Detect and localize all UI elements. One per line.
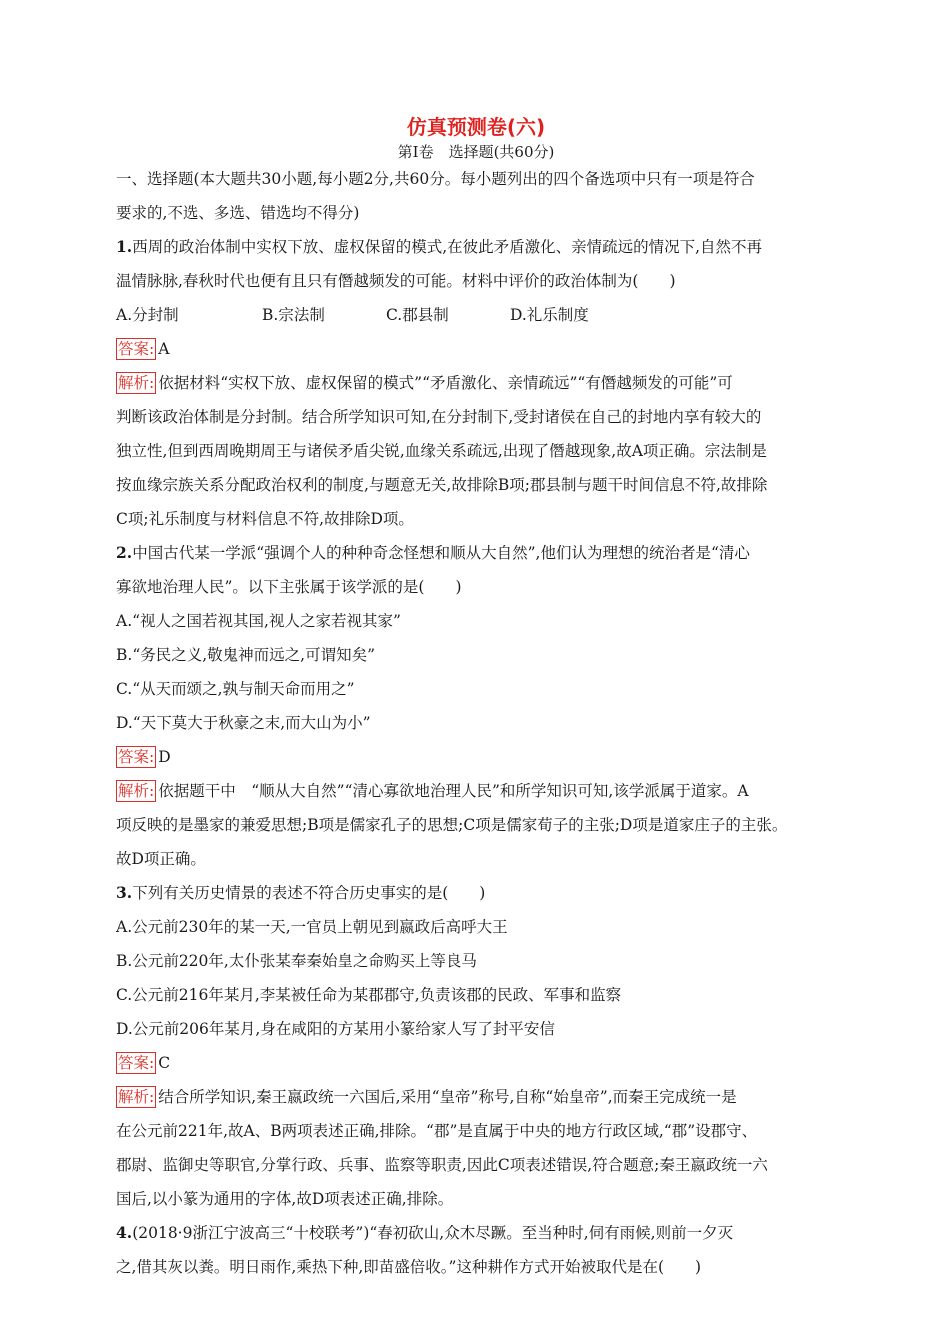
answer-label: 答案: (118, 340, 155, 358)
question-3-analysis-line-1: 解析: 结合所学知识,秦王嬴政统一六国后,采用“皇帝”称号,自称“始皇帝”,而秦王完成统一是 (118, 1088, 737, 1106)
question-4-line-1: 4.(2018·9浙江宁波高三“十校联考”)“春初砍山,众木尽蹶。至当种时,伺有雨候,则前一夕灭 (116, 1223, 734, 1242)
question-2-answer: 答案: D (118, 748, 171, 766)
question-1-number: 1. (116, 237, 133, 256)
question-3-analysis-line-2: 在公元前221年,故A、B两项表述正确,排除。“郡”是直属于中央的地方行政区域,“郡”设郡守、 (116, 1122, 758, 1140)
question-1-line-1: 1.西周的政治体制中实权下放、虚权保留的模式,在彼此矛盾激化、亲情疏远的情况下,自然不再 (116, 237, 763, 256)
section-instructions-line-1: 一、选择题(本大题共30小题,每小题2分,共60分。每小题列出的四个备选项中只有一项是符合 (116, 170, 755, 188)
option-c[interactable]: C.公元前216年某月,李某被任命为某郡郡守,负责该郡的民政、军事和监察 (116, 986, 622, 1004)
page-title: 仿真预测卷(六) (406, 115, 546, 139)
answer-label: 答案: (118, 748, 155, 766)
option-d[interactable]: D.“天下莫大于秋豪之末,而大山为小” (116, 714, 371, 732)
question-1-options (116, 298, 836, 332)
question-3-number: 3. (116, 883, 133, 902)
question-3-line-1: 3.下列有关历史情景的表述不符合历史事实的是( ) (116, 883, 486, 902)
option-a[interactable]: A.“视人之国若视其国,视人之家若视其家” (116, 612, 401, 630)
option-c[interactable]: C.“从天而颂之,孰与制天命而用之” (116, 680, 355, 698)
analysis-label: 解析: (118, 1088, 155, 1106)
option-b[interactable]: B.公元前220年,太仆张某奉秦始皇之命购买上等良马 (116, 952, 477, 970)
question-1-analysis-line-2: 判断该政治体制是分封制。结合所学知识可知,在分封制下,受封诸侯在自己的封地内享有较大的 (116, 408, 762, 426)
question-1-analysis-line-5: C项;礼乐制度与材料信息不符,故排除D项。 (116, 510, 414, 528)
option-a[interactable]: A.分封制 (116, 306, 179, 324)
option-a[interactable]: A.公元前230年的某一天,一官员上朝见到嬴政后高呼大王 (116, 918, 508, 936)
section-instructions-line-2: 要求的,不选、多选、错选均不得分) (116, 204, 360, 222)
document-page (116, 112, 836, 1284)
question-4-number: 4. (116, 1223, 133, 1242)
question-1-analysis-line-4: 按血缘宗族关系分配政治权利的制度,与题意无关,故排除B项;郡县制与题干时间信息不符,故排除 (116, 476, 768, 494)
question-2-analysis-line-2: 项反映的是墨家的兼爱思想;B项是儒家孔子的思想;C项是儒家荀子的主张;D项是道家庄子的主张。 (116, 816, 788, 834)
question-2-number: 2. (116, 543, 133, 562)
option-d[interactable]: D.公元前206年某月,身在咸阳的方某用小篆给家人写了封平安信 (116, 1020, 555, 1038)
question-1-analysis-line-1: 解析: 依据材料“实权下放、虚权保留的模式”“矛盾激化、亲情疏远”“有僭越频发的可能”可 (118, 374, 733, 392)
analysis-label: 解析: (118, 374, 155, 392)
question-2-line-2: 寡欲地治理人民”。以下主张属于该学派的是( ) (116, 578, 462, 596)
question-1-analysis-line-3: 独立性,但到西周晚期周王与诸侯矛盾尖锐,血缘关系疏远,出现了僭越现象,故A项正确。宗法制是 (116, 442, 767, 460)
question-1-line-2: 温情脉脉,春秋时代也便有且只有僭越频发的可能。材料中评价的政治体制为( ) (116, 272, 676, 290)
question-3-analysis-line-3: 郡尉、监御史等职官,分掌行政、兵事、监察等职责,因此C项表述错误,符合题意;秦王嬴政统一六 (116, 1156, 768, 1174)
option-d[interactable]: D.礼乐制度 (510, 306, 589, 324)
question-2-analysis-line-1: 解析: 依据题干中 “顺从大自然”“清心寡欲地治理人民”和所学知识可知,该学派属于道家。A (118, 782, 749, 800)
question-2-analysis-line-3: 故D项正确。 (116, 850, 206, 868)
question-3-analysis-line-4: 国后,以小篆为通用的字体,故D项表述正确,排除。 (116, 1190, 454, 1208)
question-2-line-1: 2.中国古代某一学派“强调个人的种种奇念怪想和顺从大自然”,他们认为理想的统治者是“清心 (116, 543, 750, 562)
analysis-label: 解析: (118, 782, 155, 800)
section-subtitle: 第Ⅰ卷 选择题(共60分) (397, 143, 555, 161)
answer-label: 答案: (118, 1054, 155, 1072)
question-4-line-2: 之,借其灰以粪。明日雨作,乘热下种,即苗盛倍收。”这种耕作方式开始被取代是在( ) (116, 1258, 702, 1276)
option-b[interactable]: B.“务民之义,敬鬼神而远之,可谓知矣” (116, 646, 376, 664)
question-1-answer: 答案: A (118, 340, 170, 358)
question-3-answer: 答案: C (118, 1054, 171, 1072)
option-c[interactable]: C.郡县制 (386, 306, 449, 324)
option-b[interactable]: B.宗法制 (262, 306, 325, 324)
